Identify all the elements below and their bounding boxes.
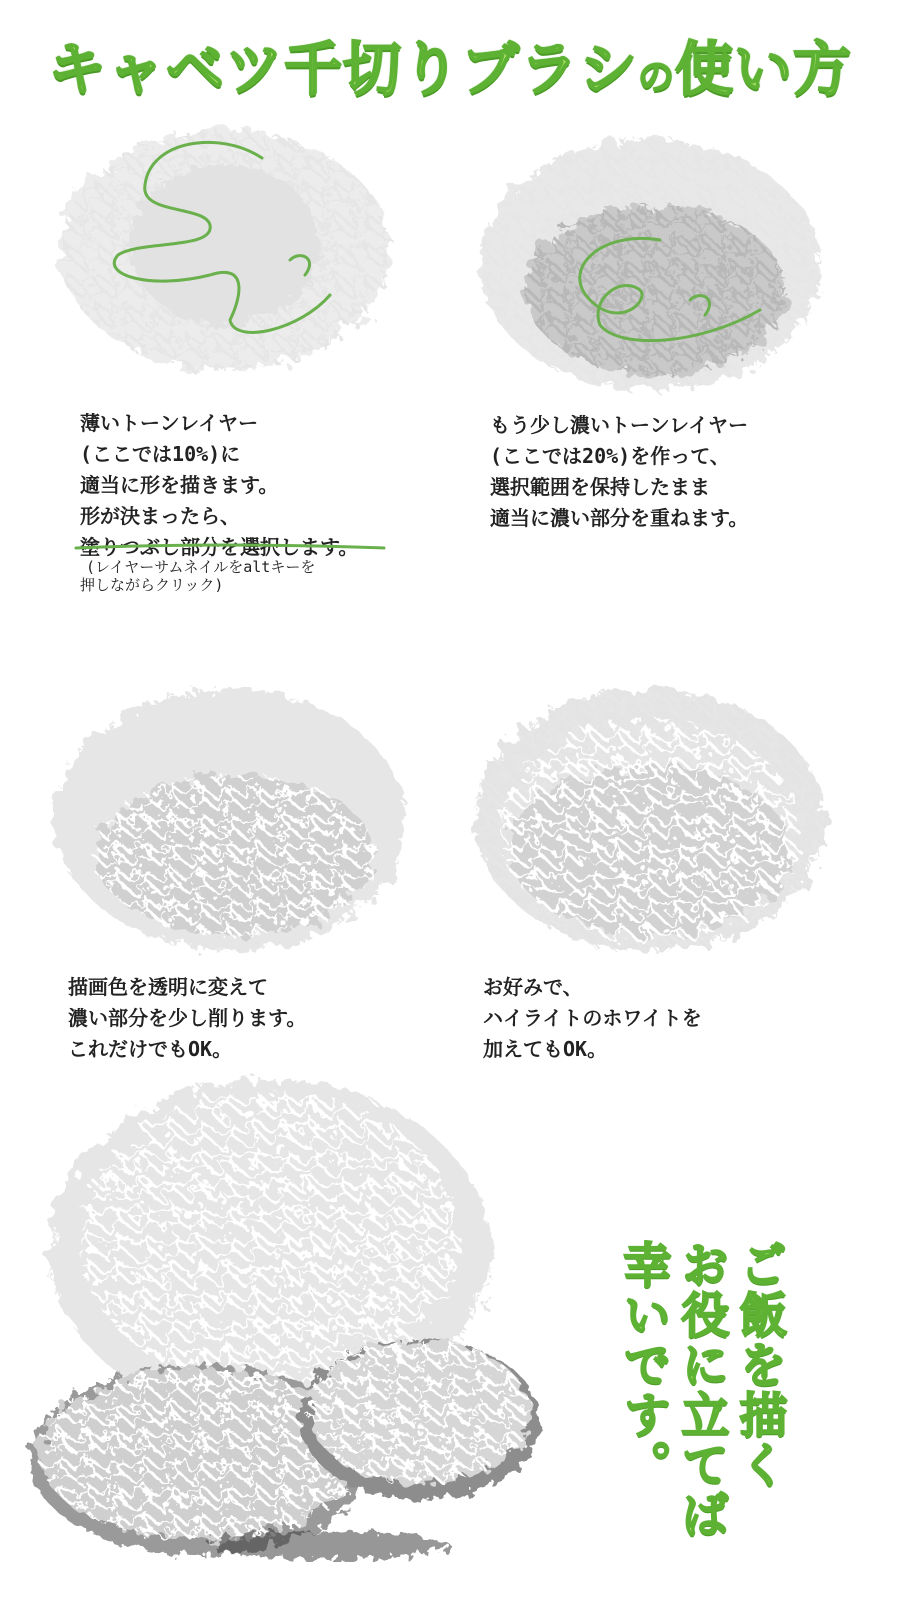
panel-3-cabbage: [55, 690, 405, 950]
step-1-note: (レイヤーサムネイルをaltキーを 押しながらクリック): [80, 558, 316, 594]
closing-col-1: ご飯を描く: [731, 1240, 787, 1490]
final-cabbage-cutlet: [30, 1080, 540, 1559]
step-3-text: 描画色を透明に変えて 濃い部分を少し削ります。 これだけでもOK。: [68, 975, 307, 1061]
step-2-text: もう少し濃いトーンレイヤー (ここでは20%)を作って、 選択範囲を保持したまま 適当に濃い部分を重ねます。: [490, 413, 749, 530]
closing-col-2: お役に立てば: [673, 1240, 729, 1540]
panel-2-cabbage: [480, 140, 820, 390]
panel-1-cabbage: [60, 130, 390, 370]
step-4-text: お好みで、 ハイライトのホワイトを 加えてもOK。: [483, 975, 702, 1061]
closing-col-3: 幸いです。: [615, 1240, 671, 1490]
step-1-text: 薄いトーンレイヤー (ここでは10%)に 適当に形を描きます。 形が決まったら、 塗りつぶし部分を選択します。: [80, 411, 359, 559]
panel-4-cabbage: [475, 690, 825, 950]
highlight-underline: [72, 540, 392, 554]
page-title: キャベツ千切りブラシの使い方: [47, 35, 853, 103]
